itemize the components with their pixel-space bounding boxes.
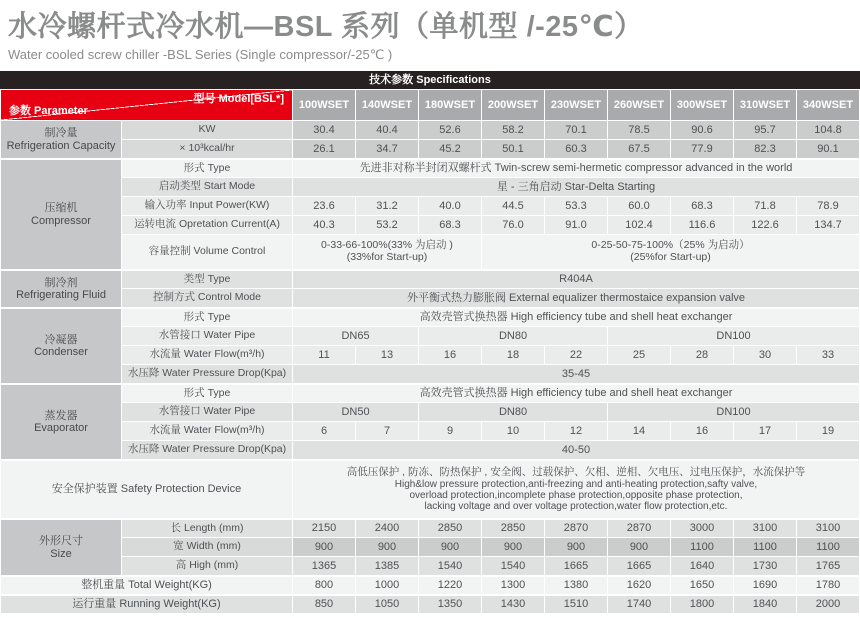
row-input-power [1, 197, 859, 215]
value-cell: 1665 [608, 557, 670, 575]
param-label-condenser-drop: 水压降 Water Pressure Drop(Kpa) [122, 365, 292, 383]
model-header-cell: 180WSET [419, 90, 481, 120]
page-subtitle: Water cooled screw chiller -BSL Series (Single compressor/-25℃ ) [8, 47, 393, 62]
model-header-cell: 260WSET [608, 90, 670, 120]
value-cell: 26.1 [293, 140, 355, 158]
safety-line2: High&low pressure protection,anti-freezing and anti-heating protection,safty valve, [394, 478, 758, 490]
value-cell: 2850 [419, 519, 481, 537]
value-condenser-drop: 35-45 [293, 365, 859, 383]
row-running-weight [1, 595, 859, 613]
row-total-weight [1, 576, 859, 594]
value-cell: 900 [419, 538, 481, 556]
value-cell: 800 [293, 576, 355, 594]
value-refrigerant-type: R404A [293, 270, 859, 288]
value-cell: 1690 [734, 576, 796, 594]
param-label-condenser-flow: 水流量 Water Flow(m³/h) [122, 346, 292, 364]
row-condenser-water-flow [1, 346, 859, 364]
row-safety-protection [1, 460, 859, 518]
value-cell: 2150 [293, 519, 355, 537]
value-cell: 30.4 [293, 121, 355, 139]
model-header-cell: 200WSET [482, 90, 544, 120]
value-cell: 17 [734, 422, 796, 440]
param-label-evaporator-flow: 水流量 Water Flow(m³/h) [122, 422, 292, 440]
value-evaporator-drop: 40-50 [293, 441, 859, 459]
value-cell: 2850 [482, 519, 544, 537]
value-cell: 1540 [482, 557, 544, 575]
category-label-cn: 外形尺寸 [39, 535, 83, 548]
volume-control-right-line2: (25%for Start-up) [630, 251, 711, 263]
value-cell: 33 [797, 346, 859, 364]
value-cell: 67.5 [608, 140, 670, 158]
category-label-en: Size [50, 547, 72, 560]
param-label-start-mode: 启动类型 Start Mode [122, 178, 292, 196]
value-cell: 1000 [356, 576, 418, 594]
table-header-row [1, 90, 859, 120]
value-cell: 10 [482, 422, 544, 440]
value-cell: 6 [293, 422, 355, 440]
value-cell: 34.7 [356, 140, 418, 158]
category-label-cn: 冷凝器 [44, 333, 78, 346]
row-compressor-start-mode [1, 178, 859, 196]
row-compressor-type [1, 159, 859, 177]
value-cell: 2870 [545, 519, 607, 537]
param-label-high: 高 High (mm) [122, 557, 292, 575]
param-label-kcal: × 10³kcal/hr [122, 140, 292, 158]
safety-line4: lacking voltage and over voltage protection,water flow protection,etc. [424, 500, 728, 512]
category-label-en: Compressor [31, 214, 91, 227]
value-cell: 53.2 [356, 216, 418, 234]
value-cell: 53.3 [545, 197, 607, 215]
value-cell: 102.4 [608, 216, 670, 234]
category-size [1, 519, 121, 575]
value-cell: 52.6 [419, 121, 481, 139]
row-evaporator-water-flow [1, 422, 859, 440]
param-label-control-mode: 控制方式 Control Mode [122, 289, 292, 307]
model-header-cell: 140WSET [356, 90, 418, 120]
category-compressor [1, 159, 121, 269]
row-evaporator-pressure-drop [1, 441, 859, 459]
value-cell: 2400 [356, 519, 418, 537]
value-cell: 1765 [797, 557, 859, 575]
value-cell: 1350 [419, 595, 481, 613]
row-size-length [1, 519, 859, 537]
value-cell: 44.5 [482, 197, 544, 215]
category-label-cn: 蒸发器 [44, 409, 78, 422]
value-condenser-pipe-dn65: DN65 [293, 327, 418, 345]
value-cell: 13 [356, 346, 418, 364]
row-size-high [1, 557, 859, 575]
model-header-cell: 310WSET [734, 90, 796, 120]
value-cell: 850 [293, 595, 355, 613]
param-label-evaporator-pipe: 水管接口 Water Pipe [122, 403, 292, 421]
value-condenser-pipe-dn80: DN80 [419, 327, 607, 345]
value-cell: 16 [419, 346, 481, 364]
value-condenser-pipe-dn100: DN100 [608, 327, 859, 345]
model-header-cell: 230WSET [545, 90, 607, 120]
param-label-input-power: 输入功率 Input Power(KW) [122, 197, 292, 215]
value-cell: 71.8 [734, 197, 796, 215]
value-cell: 76.0 [482, 216, 544, 234]
category-refrigerating-fluid [1, 270, 121, 307]
value-control-mode: 外平衡式热力膨胀阀 External equalizer thermostaice expansion valve [293, 289, 859, 307]
category-label-en: Refrigerating Fluid [16, 289, 106, 301]
label-safety-protection: 安全保护装置 Safety Protection Device [1, 460, 292, 518]
param-label-current: 运转电流 Opretation Current(A) [122, 216, 292, 234]
row-refrigerant-type [1, 270, 859, 288]
param-label-volume-control: 容量控制 Volume Control [122, 235, 292, 269]
value-cell: 40.4 [356, 121, 418, 139]
row-refrigeration-kcal [1, 140, 859, 158]
row-refrigeration-kw [1, 121, 859, 139]
label-running-weight: 运行重量 Running Weight(KG) [1, 595, 292, 613]
value-cell: 1100 [671, 538, 733, 556]
value-cell: 9 [419, 422, 481, 440]
category-label-cn: 制冷量 [44, 127, 78, 140]
value-cell: 1510 [545, 595, 607, 613]
specifications-bar: 技术参数 Specifications [0, 71, 860, 89]
value-cell: 116.6 [671, 216, 733, 234]
row-evaporator-type [1, 384, 859, 402]
value-cell: 1840 [734, 595, 796, 613]
value-cell: 30 [734, 346, 796, 364]
category-evaporator [1, 384, 121, 459]
value-cell: 900 [608, 538, 670, 556]
row-volume-control [1, 235, 859, 269]
value-cell: 22 [545, 346, 607, 364]
value-cell: 1650 [671, 576, 733, 594]
value-cell: 134.7 [797, 216, 859, 234]
specifications-table [0, 89, 860, 614]
value-cell: 2000 [797, 595, 859, 613]
value-cell: 1620 [608, 576, 670, 594]
value-cell: 58.2 [482, 121, 544, 139]
value-cell: 70.1 [545, 121, 607, 139]
value-cell: 900 [356, 538, 418, 556]
value-compressor-type: 先进非对称半封闭双螺杆式 Twin-screw semi-hermetic compressor advanced in the world [293, 159, 859, 177]
value-cell: 90.1 [797, 140, 859, 158]
value-cell: 28 [671, 346, 733, 364]
value-cell: 1385 [356, 557, 418, 575]
row-evaporator-water-pipe [1, 403, 859, 421]
value-cell: 40.3 [293, 216, 355, 234]
value-evaporator-type: 高效壳管式换热器 High efficiency tube and shell heat exchanger [293, 384, 859, 402]
title-block [0, 0, 860, 63]
value-cell: 91.0 [545, 216, 607, 234]
safety-line1: 高低压保护 , 防冻、防热保护 , 安全阀、过载保护、欠相、逆相、欠电压、过电压保护，水流保护等 [346, 465, 806, 478]
value-cell: 18 [482, 346, 544, 364]
value-cell: 1430 [482, 595, 544, 613]
value-cell: 3100 [797, 519, 859, 537]
param-label-length: 长 Length (mm) [122, 519, 292, 537]
value-cell: 14 [608, 422, 670, 440]
category-label-en: Evaporator [34, 422, 88, 434]
param-label-evaporator-type: 形式 Type [122, 384, 292, 402]
value-cell: 2870 [608, 519, 670, 537]
value-cell: 11 [293, 346, 355, 364]
value-cell: 104.8 [797, 121, 859, 139]
value-cell: 77.9 [671, 140, 733, 158]
value-cell: 78.9 [797, 197, 859, 215]
value-cell: 900 [545, 538, 607, 556]
value-volume-control-left [293, 235, 481, 269]
parameter-header-label: 参数 Parameter [9, 104, 88, 117]
param-label-kw: KW [122, 121, 292, 139]
volume-control-left-line2: (33%for Start-up) [346, 251, 428, 263]
value-cell: 122.6 [734, 216, 796, 234]
value-cell: 1100 [797, 538, 859, 556]
value-condenser-type: 高效壳管式换热器 High efficiency tube and shell heat exchanger [293, 308, 859, 326]
value-cell: 19 [797, 422, 859, 440]
value-safety-protection [293, 460, 859, 518]
value-cell: 31.2 [356, 197, 418, 215]
param-label-type: 形式 Type [122, 159, 292, 177]
value-cell: 1730 [734, 557, 796, 575]
label-total-weight: 整机重量 Total Weight(KG) [1, 576, 292, 594]
param-label-condenser-pipe: 水管接口 Water Pipe [122, 327, 292, 345]
value-cell: 1365 [293, 557, 355, 575]
value-start-mode: 星 - 三角启动 Star-Delta Starting [293, 178, 859, 196]
value-cell: 25 [608, 346, 670, 364]
model-header-cell: 100WSET [293, 90, 355, 120]
row-size-width [1, 538, 859, 556]
value-cell: 1050 [356, 595, 418, 613]
value-cell: 1300 [482, 576, 544, 594]
page-title: 水冷螺杆式冷水机—BSL 系列（单机型 /-25℃） [8, 11, 644, 43]
category-refrigeration-capacity [1, 121, 121, 158]
value-cell: 3000 [671, 519, 733, 537]
value-cell: 1640 [671, 557, 733, 575]
category-label-cn: 制冷剂 [44, 276, 78, 289]
safety-line3: overload protection,incomplete phase protection,opposite phase protection, [409, 489, 743, 501]
row-operation-current [1, 216, 859, 234]
value-cell: 78.5 [608, 121, 670, 139]
value-cell: 1540 [419, 557, 481, 575]
param-label-condenser-type: 形式 Type [122, 308, 292, 326]
value-evaporator-pipe-dn50: DN50 [293, 403, 418, 421]
value-cell: 23.6 [293, 197, 355, 215]
value-cell: 1740 [608, 595, 670, 613]
param-label-evaporator-drop: 水压降 Water Pressure Drop(Kpa) [122, 441, 292, 459]
value-evaporator-pipe-dn80: DN80 [419, 403, 607, 421]
category-condenser [1, 308, 121, 383]
value-cell: 16 [671, 422, 733, 440]
value-cell: 95.7 [734, 121, 796, 139]
param-label-refrigerant-type: 类型 Type [122, 270, 292, 288]
value-cell: 68.3 [671, 197, 733, 215]
category-label-cn: 压缩机 [44, 202, 78, 215]
model-header-label: 型号 Model[BSL*] [193, 93, 284, 105]
row-condenser-water-pipe [1, 327, 859, 345]
value-cell: 60.3 [545, 140, 607, 158]
value-cell: 82.3 [734, 140, 796, 158]
model-header-cell: 340WSET [797, 90, 859, 120]
value-cell: 1220 [419, 576, 481, 594]
parameter-model-header-cell [1, 90, 292, 120]
volume-control-right-line1: 0-25-50-75-100%（25% 为启动） [591, 239, 750, 252]
value-cell: 60.0 [608, 197, 670, 215]
row-control-mode [1, 289, 859, 307]
category-label-en: Condenser [34, 346, 88, 358]
value-cell: 900 [293, 538, 355, 556]
volume-control-left-line1: 0-33-66-100%(33% 为启动 ) [321, 239, 453, 252]
value-cell: 900 [482, 538, 544, 556]
value-cell: 68.3 [419, 216, 481, 234]
value-cell: 1800 [671, 595, 733, 613]
value-cell: 40.0 [419, 197, 481, 215]
row-condenser-pressure-drop [1, 365, 859, 383]
value-cell: 90.6 [671, 121, 733, 139]
diagonal-split-header [1, 90, 292, 120]
value-cell: 7 [356, 422, 418, 440]
value-cell: 3100 [734, 519, 796, 537]
value-evaporator-pipe-dn100: DN100 [608, 403, 859, 421]
value-cell: 1780 [797, 576, 859, 594]
value-cell: 1380 [545, 576, 607, 594]
value-cell: 1100 [734, 538, 796, 556]
model-header-cell: 300WSET [671, 90, 733, 120]
value-cell: 1665 [545, 557, 607, 575]
param-label-width: 宽 Width (mm) [122, 538, 292, 556]
value-volume-control-right [482, 235, 859, 269]
category-label-en: Refrigeration Capacity [6, 139, 116, 152]
value-cell: 50.1 [482, 140, 544, 158]
value-cell: 12 [545, 422, 607, 440]
value-cell: 45.2 [419, 140, 481, 158]
row-condenser-type [1, 308, 859, 326]
